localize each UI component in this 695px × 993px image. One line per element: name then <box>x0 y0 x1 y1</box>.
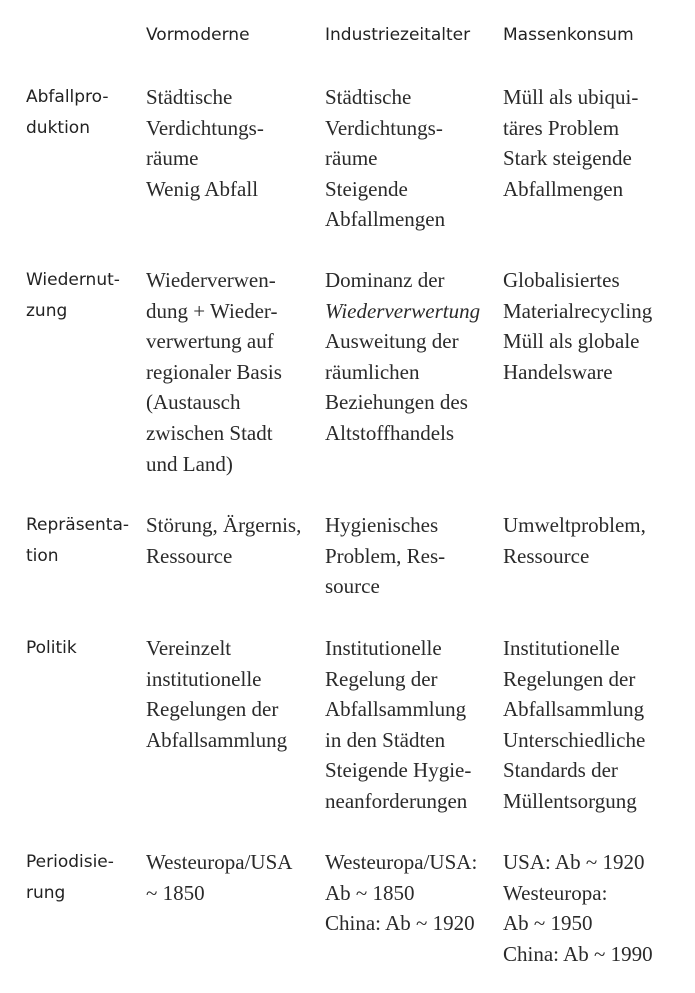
table-cell <box>146 82 264 204</box>
cell-line: Westeuropa/USA <box>146 850 293 874</box>
row-label <box>26 510 131 571</box>
table-cell <box>146 510 301 571</box>
cell-line: räume <box>325 146 378 171</box>
table-cell <box>325 847 477 939</box>
cell-line: neanforderungen <box>325 788 468 813</box>
cell-line: regionaler Basis <box>146 359 282 384</box>
cell-line: Ressource <box>503 543 590 568</box>
cell-line: Städtische <box>146 85 233 109</box>
table-cell <box>503 633 645 817</box>
cell-line: Ausweitung der <box>325 329 459 354</box>
cell-line: Abfallsammlung <box>146 727 288 752</box>
cell-line: institutionelle <box>146 666 262 691</box>
column-header-vormoderne: Vormoderne <box>146 25 250 45</box>
column-header-industriezeitalter: Industriezeitalter <box>325 25 471 45</box>
table-cell <box>503 510 646 571</box>
cell-line: Unterschiedliche <box>503 727 646 752</box>
table-cell <box>325 510 445 602</box>
cell-line: täres Problem <box>503 115 620 140</box>
cell-line: Abfallmengen <box>325 207 446 232</box>
cell-line: Vereinzelt <box>146 636 232 660</box>
table-cell <box>325 265 480 449</box>
row-label-line: duktion <box>26 117 90 138</box>
cell-line: ~ 1850 <box>146 880 205 905</box>
cell-line: Wiederverwen- <box>146 268 276 292</box>
cell-line: und Land) <box>146 451 233 476</box>
cell-line: Abfallmengen <box>503 176 624 201</box>
cell-line: Umweltproblem, <box>503 513 646 537</box>
cell-line: verwertung auf <box>146 329 274 354</box>
cell-line: Störung, Ärgernis, <box>146 513 302 537</box>
cell-line: Regelungen der <box>503 666 636 691</box>
cell-line: (Austausch <box>146 390 241 415</box>
cell-line: Materialrecycling <box>503 298 653 323</box>
cell-line: Müll als globale <box>503 329 640 354</box>
cell-line: Standards der <box>503 758 618 783</box>
cell-line: Verdichtungs- <box>325 115 443 140</box>
cell-line: Müllentsorgung <box>503 788 637 813</box>
cell-line: Ab ~ 1950 <box>503 911 593 936</box>
cell-line: Steigende <box>325 176 408 201</box>
row-label-line: Politik <box>26 638 77 658</box>
row-label <box>26 633 131 664</box>
cell-line: räume <box>146 146 199 171</box>
cell-line: Abfallsammlung <box>325 697 467 722</box>
cell-line: source <box>325 574 380 599</box>
cell-line: Müll als ubiqui- <box>503 85 639 109</box>
cell-line: Beziehungen des <box>325 390 468 415</box>
table-cell <box>503 265 652 387</box>
row-label <box>26 265 131 326</box>
table-cell <box>325 633 471 817</box>
cell-line: zwischen Stadt <box>146 420 273 445</box>
cell-line: Globalisiertes <box>503 268 620 292</box>
row-label-line: Periodisie- <box>26 852 114 872</box>
cell-line: China: Ab ~ 1990 <box>503 941 653 966</box>
cell-line: Ab ~ 1850 <box>325 880 415 905</box>
row-label-line: Repräsenta- <box>26 515 130 535</box>
cell-line: Städtische <box>325 85 412 109</box>
cell-line: Westeuropa/USA: <box>325 850 478 874</box>
row-label <box>26 847 131 908</box>
cell-line: Institutionelle <box>325 636 442 660</box>
table-cell <box>146 265 282 479</box>
cell-line: Handelsware <box>503 359 613 384</box>
cell-line: USA: Ab ~ 1920 <box>503 850 645 874</box>
table-cell <box>325 82 445 235</box>
column-header-massenkonsum: Massenkonsum <box>503 25 634 45</box>
row-label <box>26 82 131 143</box>
cell-line: Dominanz der <box>325 268 445 292</box>
cell-line: Altstoffhandels <box>325 420 455 445</box>
row-label-line: Wiedernut- <box>26 270 120 290</box>
row-label-line: zung <box>26 300 68 321</box>
cell-line: Stark steigende <box>503 146 632 171</box>
header-row <box>0 22 695 48</box>
cell-line: Steigende Hygie- <box>325 758 472 783</box>
row-label-line: Abfallpro- <box>26 87 109 107</box>
cell-line: Ressource <box>146 543 233 568</box>
cell-line: Regelung der <box>325 666 438 691</box>
table-cell <box>503 847 653 969</box>
cell-line-italic: Wiederverwertung <box>325 298 481 323</box>
cell-line: räumlichen <box>325 359 420 384</box>
cell-line: Institutionelle <box>503 636 620 660</box>
table-cell <box>503 82 638 204</box>
row-label-line: tion <box>26 545 59 566</box>
table-cell <box>146 633 287 755</box>
cell-line: Verdichtungs- <box>146 115 264 140</box>
cell-line: Hygienisches <box>325 513 439 537</box>
cell-line: dung + Wieder- <box>146 298 278 323</box>
cell-line: Westeuropa: <box>503 880 608 905</box>
cell-line: Wenig Abfall <box>146 176 259 201</box>
cell-line: Problem, Res- <box>325 543 446 568</box>
table-cell <box>146 847 292 908</box>
cell-line: Abfallsammlung <box>503 697 645 722</box>
cell-line: Regelungen der <box>146 697 279 722</box>
cell-line: in den Städten <box>325 727 446 752</box>
row-label-line: rung <box>26 882 66 903</box>
cell-line: China: Ab ~ 1920 <box>325 911 475 936</box>
